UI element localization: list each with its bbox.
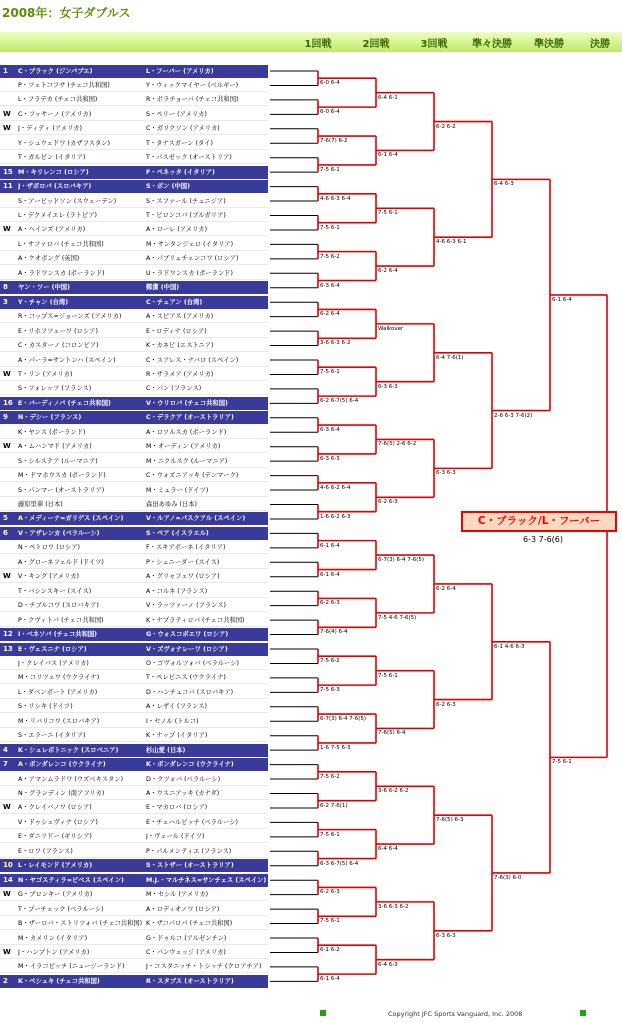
player-name: S・ポン (中国) <box>146 183 190 191</box>
match-score: 7-6(7) 6-2 <box>320 138 348 145</box>
final-score: 6-3 7-6(6) <box>523 535 564 544</box>
round-label-qf: 準々決勝 <box>472 39 512 50</box>
match-score: 7-5 6-1 <box>552 759 572 766</box>
player-name: V・ルアノ=パスクアル (スペイン) <box>146 515 246 523</box>
wildcard-mark: W <box>3 947 11 956</box>
player-name: S・ペリー (アメリカ) <box>146 110 207 118</box>
player-name: 杉山愛 (日本) <box>146 746 186 754</box>
seed-number: 13 <box>3 644 13 653</box>
player-name: Y・シュウェドワ (カザフスタン) <box>18 139 110 147</box>
player-name: E・ダニリドー (ギリシア) <box>18 833 92 841</box>
match-score: 6-2 6-4 <box>436 585 456 592</box>
player-name: M・カメリン (イタリア) <box>18 934 88 942</box>
player-name: M・リバリコワ (スロバキア) <box>18 717 100 725</box>
player-name: S・シルステア (ルーマニア) <box>18 457 98 465</box>
match-score: Walkover <box>378 325 404 332</box>
player-name: P・パルメンティエ (フランス) <box>146 847 232 855</box>
player-name: M・オーディン (アメリカ) <box>146 443 221 451</box>
match-score: 6-3 6-4 <box>320 282 340 289</box>
round-label-3: 3回戦 <box>420 39 448 50</box>
player-name: Y・ウィックマイヤー (ベルギー) <box>146 81 239 89</box>
player-name: I・ベネソバ (チェコ共和国) <box>18 631 98 639</box>
match-score: 6-2 6-4 <box>320 311 340 318</box>
player-name: R・スタブス (オーストラリア) <box>146 977 234 985</box>
match-score: 2-6 6-3 7-6(2) <box>494 412 533 419</box>
match-score: 7-6(5) 6-3 <box>436 817 464 824</box>
match-score: 3-6 6-2 6-2 <box>378 788 409 795</box>
player-name: P・シュニーダー (スイス) <box>146 558 220 566</box>
seed-number: 12 <box>3 630 13 639</box>
player-name: A・ヘインズ (アメリカ) <box>18 226 86 234</box>
player-name: I・セノル (トルコ) <box>146 717 199 725</box>
footer-square-icon <box>580 1010 586 1016</box>
player-name: L・フラデカ (チェコ共和国) <box>18 96 98 104</box>
player-name: A・スピアス (アメリカ) <box>146 313 214 321</box>
player-name: A・グローネフェルド (ドイツ) <box>18 558 104 566</box>
player-name: C・デラクア (オーストラリア) <box>146 414 234 422</box>
match-score: 6-1 6-4 <box>378 152 398 159</box>
player-name: E・ロワ (フランス) <box>18 847 73 855</box>
player-name: K・シュレボトニック (スロベニア) <box>18 746 119 754</box>
player-name: A・パブリュチェンコワ (ロシア) <box>146 255 239 263</box>
seed-number: 2 <box>3 976 8 985</box>
wildcard-mark: W <box>3 124 11 133</box>
match-score: 3-6 6-3 6-2 <box>378 903 409 910</box>
player-name: S・パンマー (オーストラリア) <box>18 486 105 494</box>
player-name: F・スキアボーネ (イタリア) <box>146 544 226 552</box>
match-score: 7-5 6-2 <box>320 658 340 665</box>
player-name: T・ピロンコバ (ブルガリア) <box>146 212 226 219</box>
player-name: C・チュアン (台湾) <box>146 298 203 306</box>
player-name: V・アザレンカ (ベラルーシ) <box>18 529 100 537</box>
player-name: Y・チャン (台湾) <box>18 298 69 306</box>
match-score: 6-7(3) 6-4 7-6(5) <box>378 557 425 564</box>
player-name: M・ミュラー (ドイツ) <box>146 486 209 494</box>
match-score: 1-6 7-5 6-3 <box>320 744 351 751</box>
player-name: A・ロディオノワ (ロシア) <box>146 905 220 913</box>
player-name: T・プーチェック (ベラルーシ) <box>18 905 104 913</box>
player-name: A・クレイバノワ (ロシア) <box>18 804 92 812</box>
match-score: 7-5 6-1 <box>320 831 340 838</box>
player-name: L・サファロバ (チェコ共和国) <box>18 240 104 248</box>
match-score: 6-3 6-3 <box>436 470 456 477</box>
match-score: 6-1 6-4 <box>320 976 340 983</box>
player-name: D・クツォバ (ベラルーシ) <box>146 775 221 783</box>
match-score: 7-5 6-2 <box>320 773 340 780</box>
wildcard-mark: W <box>3 572 11 581</box>
player-name: K・ナプラティロバ (チェコ共和国) <box>146 616 245 624</box>
player-name: M・キリレンコ (ロシア) <box>18 168 89 176</box>
player-name: ヤン・ツー (中国) <box>18 284 70 292</box>
match-score: 6-3 6-7(5) 6-4 <box>320 860 359 867</box>
player-name: A・ボンダレンコ (ウクライナ) <box>18 761 106 769</box>
seed-number: 6 <box>3 528 8 537</box>
player-name: G・ブロンキー (アメリカ) <box>18 891 93 899</box>
player-name: A・ロソルスカ (ポーランド) <box>146 428 227 436</box>
player-name: J・コスタニッチ・トシッチ (クロアチア) <box>146 963 262 971</box>
player-name: T・パスゼック (オーストリア) <box>146 154 232 162</box>
match-score: 6-1 6-4 <box>320 571 340 578</box>
match-score: 6-4 6-3 <box>494 181 514 188</box>
match-score: 6-1 6-4 <box>552 296 572 303</box>
player-name: A・ローレ (アメリカ) <box>146 226 208 234</box>
player-name: R・ボラチョーバ (チェコ共和国) <box>146 96 239 104</box>
player-name: K・ペシュキ (チェコ共和国) <box>18 977 100 985</box>
player-name: C・ガリクソン (アメリカ) <box>146 125 220 133</box>
player-name: M・サンタンジェロ (イタリア) <box>146 240 234 248</box>
match-score: 6-0 6-4 <box>320 109 340 116</box>
match-score: 6-4 6-4 <box>378 846 398 853</box>
seed-number: 4 <box>3 745 8 754</box>
player-name: C・パン (フランス) <box>146 385 202 393</box>
champion-box: C・ブラック/L・フーバー <box>461 511 617 532</box>
match-score: 6-1 6-2 <box>320 947 340 954</box>
seed-number: 10 <box>3 861 13 870</box>
seed-number: 3 <box>3 297 8 306</box>
player-name: L・フーバー (アメリカ) <box>146 67 214 75</box>
player-name: M・セシル (アメリカ) <box>146 891 209 899</box>
player-name: V・ドゥシェヴィナ (ロシア) <box>18 818 98 826</box>
seed-number: 8 <box>3 283 8 292</box>
match-score: 4-6 6-3 6-1 <box>436 239 467 246</box>
match-score: 7-5 6-1 <box>378 210 398 217</box>
player-name: V・ラッツァーノ (フランス) <box>146 602 226 610</box>
match-score: 6-1 6-4 <box>320 542 340 549</box>
match-score: 6-4 6-1 <box>378 94 398 101</box>
wildcard-mark: W <box>3 369 11 378</box>
player-name: T・タナスガーン (タイ) <box>146 139 213 147</box>
player-name: K・ザコパロバ (チェコ共和国) <box>146 920 233 928</box>
match-score: 6-0 6-4 <box>320 80 340 87</box>
player-name: S・スファール (チュニジア) <box>146 197 226 205</box>
player-name: F・ペネッタ (イタリア) <box>146 168 215 176</box>
match-score: 7-5 6-3 <box>320 687 340 694</box>
player-name: E・チェハルビッチ (ベラルーシ) <box>146 818 238 826</box>
player-name: V・キング (アメリカ) <box>18 573 79 581</box>
player-name: C・ブラック (ジンバブエ) <box>18 67 93 75</box>
player-name: C・バンウェッジ (アメリカ) <box>146 948 226 956</box>
player-name: V・ズヴォナレーワ (ロシア) <box>146 645 228 653</box>
player-name: J・ヴェール (ドイツ) <box>146 833 205 841</box>
player-name: M.J.・マルチネス=サンチェス (スペイン) <box>146 876 267 884</box>
player-name: N・ヤゴスティラ=ビベス (スペイン) <box>18 876 124 884</box>
wildcard-mark: W <box>3 442 11 451</box>
match-score: 6-3 6-3 <box>320 455 340 462</box>
seed-number: 14 <box>3 875 13 884</box>
match-score: 6-2 7-6(1) <box>320 802 348 809</box>
player-name: T・バシンスキー (スイス) <box>18 587 92 595</box>
player-name: L・デクメイエレ (ラトビア) <box>18 212 97 219</box>
match-score: 7-5 6-1 <box>320 369 340 376</box>
player-name: M・コリツェワ (ウクライナ) <box>18 674 100 682</box>
player-name: R・コップス=ジョーンズ (アメリカ) <box>18 313 122 321</box>
match-score: 6-4 6-3 <box>378 961 398 968</box>
player-name: K・ナップ (イタリア) <box>146 732 208 740</box>
match-score: 3-6 6-3 6-2 <box>320 340 351 347</box>
player-name: S・ペア (イスラエル) <box>146 529 209 537</box>
round-label-sf: 準決勝 <box>534 39 564 50</box>
copyright: Copyright JFC Sports Vanguard, Inc. 2008 <box>388 1010 523 1018</box>
player-name: S・ストザー (オーストラリア) <box>146 862 234 870</box>
match-score: 6-1 4-6 6-3 <box>494 643 525 650</box>
match-score: 6-2 6-3 <box>320 600 340 607</box>
player-name: G・ドゥルコ (アルゼンチン) <box>146 934 227 942</box>
player-name: S・リシキ (ドイツ) <box>18 703 73 711</box>
player-name: M・ニクルスク (ルーマニア) <box>146 457 228 465</box>
match-score: 6-7(3) 6-4 7-6(5) <box>320 716 367 723</box>
player-name: A・メディーナ=ガリゲス (スペイン) <box>18 515 124 523</box>
wildcard-mark: W <box>3 109 11 118</box>
player-name: A・ムハンマド (アメリカ) <box>18 443 92 451</box>
player-name: A・レザイ (フランス) <box>146 703 207 711</box>
player-name: A・パーラ=サントンハ (スペイン) <box>18 356 116 364</box>
player-name: P・クヴィトバ (チェコ共和国) <box>18 616 104 624</box>
match-score: 7-5 6-1 <box>320 224 340 231</box>
player-name: L・ダベンポート (アメリカ) <box>18 688 98 696</box>
match-score: 7-5 6-1 <box>320 166 340 173</box>
match-score: 6-2 6-4 <box>378 268 398 275</box>
player-name: E・ヴェスニナ (ロシア) <box>18 645 87 653</box>
seed-number: 9 <box>3 413 8 422</box>
player-name: J・ハンプトン (アメリカ) <box>18 948 90 956</box>
player-name: J・クレイバス (アメリカ) <box>18 659 89 667</box>
seed-number: 11 <box>3 182 13 191</box>
match-score: 6-3 6-3 <box>436 932 456 939</box>
player-name: A・ウスニアッキ (カナダ) <box>146 790 220 797</box>
match-score: 7-6(4) 6-4 <box>320 629 348 636</box>
match-score: 1-6 6-2 6-3 <box>320 513 351 520</box>
player-name: A・ラドワンスカ (ポーランド) <box>18 269 105 277</box>
player-name: E・リホフツェーワ (ロシア) <box>18 327 98 335</box>
player-name: V・ウリロバ (チェコ共和国) <box>146 399 228 407</box>
player-name: C・スアレス・ナバロ (スペイン) <box>146 356 239 364</box>
match-score: 6-2 6-3 <box>378 499 398 506</box>
seed-number: 7 <box>3 760 8 769</box>
player-name: G・ウォスコボエワ (ロシア) <box>146 631 229 639</box>
match-score: 7-6(5) 2-6 6-2 <box>378 441 417 448</box>
player-name: C・カスターノ (コロンビア) <box>18 342 99 350</box>
player-name: 藤原里華 (日本) <box>18 501 63 508</box>
player-name: S・アービッドソン (スウェーデン) <box>18 197 117 205</box>
match-score: 6-2 6-2 <box>436 123 456 130</box>
player-name: J・ディティ (アメリカ) <box>18 125 82 133</box>
match-score: 6-3 6-4 <box>320 427 340 434</box>
match-score: 7-5 6-1 <box>378 672 398 679</box>
player-name: J・ザボロバ (スロバキア) <box>18 183 92 191</box>
player-name: B・ザーロバ・ストリツォバ (チェコ共和国) <box>18 920 143 928</box>
player-name: M・イラコビッチ (ニュージーランド) <box>18 963 125 971</box>
match-score: 6-3 6-3 <box>378 383 398 390</box>
player-name: K・ボンダレンコ (ウクライナ) <box>146 761 234 769</box>
player-name: S・エラーニ (イタリア) <box>18 732 86 740</box>
player-name: L・レイモンド (アメリカ) <box>18 862 93 870</box>
match-score: 6-2 6-7(5) 6-4 <box>320 398 359 405</box>
player-name: P・ツェトコフサ (チェコ共和国) <box>18 81 110 89</box>
player-name: A・アマンムラドワ (ウズベキスタン) <box>18 775 124 783</box>
match-score: 6-4 7-6(1) <box>436 354 464 361</box>
player-name: C・ウォズニアッキ (デンマーク) <box>146 472 239 480</box>
player-name: S・フォレッツ (フランス) <box>18 385 92 393</box>
player-name: K・ヤンス (ポーランド) <box>18 428 86 436</box>
match-score: 7-6(5) 6-4 <box>378 730 406 737</box>
player-name: 森田あゆみ (日本) <box>146 501 197 508</box>
round-label-1: 1回戦 <box>304 39 332 50</box>
player-name: M・ドマホウスカ (ポーランド) <box>18 472 106 480</box>
player-name: 鄭潔 (中国) <box>146 284 180 292</box>
player-name: C・フッサーノ (アメリカ) <box>18 110 92 118</box>
match-score: 6-2 6-3 <box>436 701 456 708</box>
player-name: N・ペトロワ (ロシア) <box>18 544 81 552</box>
wildcard-mark: W <box>3 225 11 234</box>
player-name: T・ペレビニス (ウクライナ) <box>146 674 226 682</box>
player-name: K・カネピ (エストニア) <box>146 342 214 350</box>
player-name: A・ケオボング (英国) <box>18 255 80 263</box>
player-name: A・グリャフェワ (ロシア) <box>146 573 220 581</box>
page-title: 2008年：女子ダブルス <box>2 6 131 20</box>
seed-number: 5 <box>3 514 8 523</box>
player-name: U・ラドワンスカ (ポーランド) <box>146 269 233 277</box>
match-score: 7-6(3) 6-0 <box>494 874 522 881</box>
round-label-2: 2回戦 <box>362 39 390 50</box>
match-score: 6-2 6-3 <box>320 889 340 896</box>
footer-square-icon <box>320 1010 326 1016</box>
player-name: O・ゴヴォルツォバ (ベラルーシ) <box>146 659 239 667</box>
player-name: N・グランディン (南アフリカ) <box>18 790 105 797</box>
wildcard-mark: W <box>3 890 11 899</box>
seed-number: 16 <box>3 398 13 407</box>
match-score: 7-5 6-1 <box>320 918 340 925</box>
player-name: D・チブルコワ (スロバキア) <box>18 602 99 610</box>
player-name: A・コルネ (フランス) <box>146 587 208 595</box>
match-score: 4-6 6-3 6-4 <box>320 195 351 202</box>
wildcard-mark: W <box>3 803 11 812</box>
player-name: N・デシー (フランス) <box>18 414 82 422</box>
player-name: R・サラメア (アメリカ) <box>146 370 214 378</box>
player-name: T・リン (アメリカ) <box>18 370 73 378</box>
player-name: D・ハンチュコバ (スロバキア) <box>146 688 234 696</box>
seed-number: 1 <box>3 66 8 75</box>
player-name: T・ガルビン (イタリア) <box>18 154 86 162</box>
match-score: 7-5 4-6 7-6(5) <box>378 614 417 621</box>
player-name: E・マカロバ (ロシア) <box>146 804 208 812</box>
match-score: 4-6 6-2 6-4 <box>320 484 351 491</box>
match-score: 7-5 6-2 <box>320 253 340 260</box>
player-name: E・ロディナ (ロシア) <box>146 327 207 335</box>
round-label-final: 決勝 <box>590 39 610 50</box>
player-name: E・バーディノバ (チェコ共和国) <box>18 399 111 407</box>
seed-number: 15 <box>3 167 13 176</box>
